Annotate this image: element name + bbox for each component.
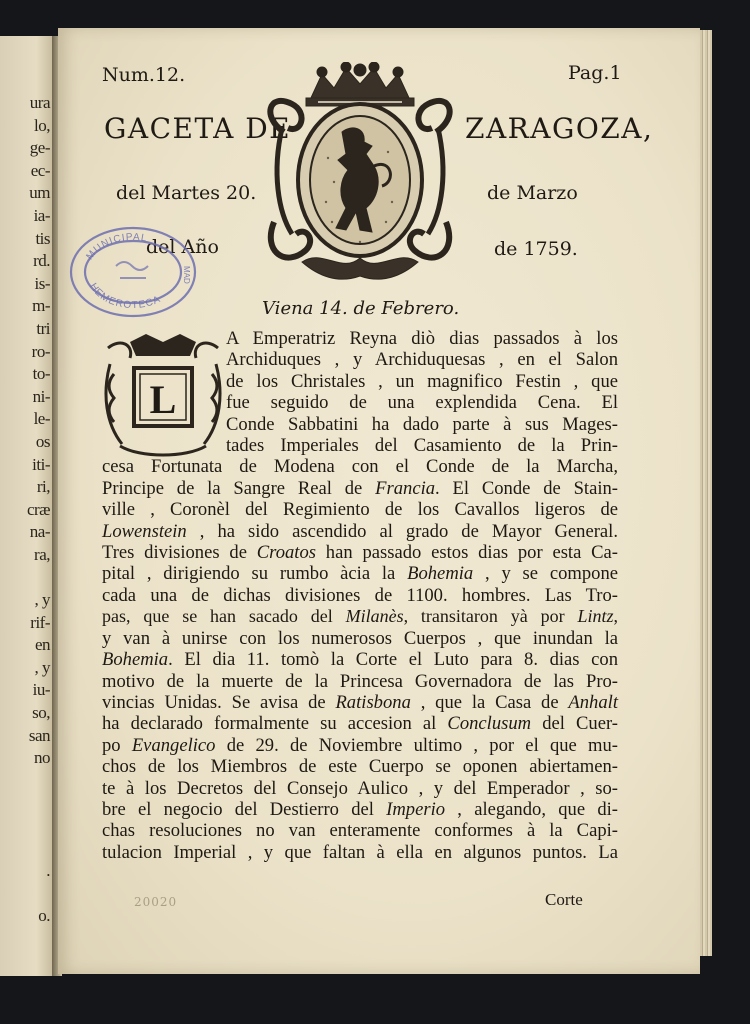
text-segment: , y se compone bbox=[473, 563, 618, 585]
article-line bbox=[102, 735, 618, 756]
italic-segment: Imperio bbox=[386, 798, 446, 820]
article-line bbox=[102, 671, 618, 692]
previous-page-fragment: ia- bbox=[33, 205, 50, 225]
italic-segment: Lowenstein bbox=[102, 520, 187, 542]
previous-page-fragment: no bbox=[34, 748, 50, 768]
previous-page-fragment: iu- bbox=[32, 680, 50, 700]
text-segment: cada una de dichas divisiones de 1100. hombres. Las Tro- bbox=[102, 584, 618, 606]
article-line bbox=[102, 542, 618, 563]
previous-page-fragment: san bbox=[28, 725, 50, 745]
year-line-left: del Año bbox=[146, 236, 219, 258]
text-segment: del Cuer- bbox=[531, 713, 618, 735]
text-segment: vincias Unidas. Se avisa de bbox=[102, 691, 336, 713]
previous-page-fragment: tri bbox=[36, 318, 50, 338]
italic-segment: Ratisbona bbox=[335, 691, 411, 713]
text-segment: ha declarado formalmente su accesion al bbox=[102, 713, 448, 735]
article-line bbox=[102, 799, 618, 820]
previous-page-text bbox=[0, 92, 50, 928]
text-segment: cesa Fortunata de Modena con el Conde de la Marcha, bbox=[102, 456, 618, 478]
previous-page-fragment bbox=[0, 838, 50, 861]
italic-segment: Francia bbox=[375, 477, 436, 499]
previous-page-fragment: ura bbox=[29, 93, 50, 112]
previous-page-fragment: um bbox=[29, 183, 50, 203]
article-line bbox=[102, 349, 618, 370]
article-line bbox=[102, 414, 618, 435]
text-segment: de los Christales , un magnifico Festin , que bbox=[226, 370, 618, 392]
article-line bbox=[102, 842, 618, 863]
text-segment: , bbox=[613, 606, 618, 627]
text-segment: tades Imperiales del Casamiento de la Prin- bbox=[226, 435, 618, 457]
text-segment: de 29. de Noviembre ultimo , por el que mu- bbox=[215, 734, 618, 756]
italic-segment: Evangelico bbox=[131, 734, 216, 756]
text-segment: fue seguido de una explendida Cena. El bbox=[226, 392, 618, 414]
svg-text:MUNICIPAL bbox=[84, 232, 148, 262]
previous-page-fragment: ra, bbox=[34, 544, 50, 564]
previous-page-fragment bbox=[0, 770, 50, 793]
article-line bbox=[102, 692, 618, 713]
initial-letter: L bbox=[149, 377, 177, 422]
stamp-top-text: MUNICIPAL bbox=[84, 231, 149, 263]
text-segment: motivo de la muerte de la Princesa Governadora de las Pro- bbox=[102, 670, 618, 692]
text-segment: tulacion Imperial , y que faltan à ella en algunos puntos. La bbox=[102, 841, 618, 863]
previous-page-fragment: ec- bbox=[30, 160, 50, 180]
article-line bbox=[102, 606, 618, 627]
faint-footer-text: 20020 bbox=[134, 895, 178, 909]
italic-segment: Conclusum bbox=[447, 713, 532, 735]
previous-page-fragment: to- bbox=[32, 364, 50, 384]
article-line bbox=[102, 585, 618, 606]
previous-page-fragment: ge- bbox=[29, 138, 50, 158]
article-line bbox=[102, 478, 618, 499]
title-left: GACETA DE bbox=[104, 112, 292, 145]
article-line bbox=[102, 328, 618, 349]
previous-page-fragment bbox=[0, 566, 50, 589]
article-line bbox=[102, 820, 618, 841]
previous-page-fragment: , y bbox=[34, 590, 50, 610]
previous-page-fragment: cræ bbox=[26, 499, 50, 519]
article-line bbox=[102, 756, 618, 777]
text-segment: pital , dirigiendo su rumbo àcia la bbox=[102, 563, 408, 585]
previous-page-fragment: m- bbox=[32, 296, 50, 316]
text-segment: , que la Casa de bbox=[410, 691, 569, 713]
previous-page-fragment: tis bbox=[35, 228, 50, 248]
text-segment: chos de los Miembros de este Cuerpo se oponen abiertamen- bbox=[102, 756, 618, 778]
article-line bbox=[102, 713, 618, 734]
previous-page-fragment bbox=[0, 815, 50, 838]
previous-page-fragment: so, bbox=[32, 703, 50, 723]
article-line bbox=[102, 499, 618, 520]
article-line bbox=[102, 456, 618, 477]
previous-page-fragment: os bbox=[35, 431, 50, 451]
previous-page-fragment: en bbox=[34, 635, 50, 655]
text-segment: chas resoluciones no van enteramente conformes à la Capi- bbox=[102, 820, 618, 842]
previous-page-fragment: o. bbox=[38, 906, 50, 926]
previous-page-fragment: iti- bbox=[32, 454, 50, 474]
previous-page-fragment: is- bbox=[34, 273, 50, 293]
issue-number: Num.12. bbox=[102, 64, 186, 86]
previous-page-fragment: . bbox=[46, 861, 50, 881]
previous-page-fragment bbox=[0, 883, 50, 906]
text-segment: . El Conde de Stain- bbox=[435, 477, 618, 499]
previous-page-fragment: rif- bbox=[30, 612, 50, 632]
title-right: ZARAGOZA, bbox=[465, 112, 654, 145]
text-segment: , ha sido ascendido al grado de Mayor General. bbox=[186, 520, 618, 542]
previous-page-fragment: ni- bbox=[32, 386, 50, 406]
article-line bbox=[102, 371, 618, 392]
previous-page-fragment: , y bbox=[34, 657, 50, 677]
previous-page-fragment bbox=[0, 792, 50, 815]
text-segment: han passado estos dias por esta Ca- bbox=[316, 542, 618, 564]
article-line bbox=[102, 521, 618, 542]
article-line bbox=[102, 649, 618, 670]
year-line-right: de 1759. bbox=[494, 238, 578, 260]
stamp-bottom-text: HEMEROTECA bbox=[87, 281, 163, 312]
text-segment: Principe de la Sangre Real de bbox=[102, 477, 376, 499]
article-body bbox=[102, 328, 618, 863]
italic-segment: Bohemia bbox=[102, 649, 169, 671]
day-line-right: de Marzo bbox=[487, 182, 578, 204]
text-segment: po bbox=[102, 734, 132, 756]
previous-page-fragment: lo, bbox=[34, 115, 50, 135]
text-segment: A Emperatriz Reyna diò dias passados à los bbox=[226, 328, 618, 349]
text-segment: , alegando, que di- bbox=[445, 798, 618, 820]
svg-text:HEMEROTECA bbox=[87, 281, 163, 311]
article-line bbox=[102, 778, 618, 799]
library-stamp bbox=[66, 222, 200, 322]
text-segment: Tres divisiones de bbox=[102, 542, 257, 564]
article-line bbox=[102, 435, 618, 456]
previous-page-fragment: rd. bbox=[33, 251, 50, 271]
previous-page bbox=[0, 36, 53, 976]
text-segment: , transitaron yà por bbox=[403, 606, 578, 627]
article-dateline: Viena 14. de Febrero. bbox=[262, 298, 460, 319]
italic-segment: Anhalt bbox=[568, 691, 618, 713]
article-line bbox=[102, 392, 618, 413]
article-line bbox=[102, 628, 618, 649]
text-segment: ville , Coronèl del Regimiento de los Cavallos ligeros de bbox=[102, 499, 618, 521]
italic-segment: Croatos bbox=[256, 542, 316, 564]
text-segment: te à los Decretos del Consejo Aulico , y del Emperador , so- bbox=[102, 777, 618, 799]
text-segment: y van à unirse con los numerosos Cuerpos , que inundan la bbox=[102, 627, 618, 649]
text-segment: Archiduques , y Archiduquesas , en el Salon bbox=[226, 349, 618, 371]
text-segment: . El dia 11. tomò la Corte el Luto para 8. dias con bbox=[168, 649, 618, 671]
previous-page-fragment: le- bbox=[33, 409, 50, 429]
previous-page-fragment: ri, bbox=[36, 477, 50, 497]
italic-segment: Milanès bbox=[345, 606, 404, 627]
italic-segment: Lintz bbox=[577, 606, 614, 627]
catchword: Corte bbox=[545, 890, 583, 909]
text-segment: bre el negocio del Destierro del bbox=[102, 798, 387, 820]
day-line-left: del Martes 20. bbox=[116, 182, 257, 204]
article-line bbox=[102, 563, 618, 584]
text-segment: pas, que se han sacado del bbox=[102, 606, 346, 627]
page-number: Pag.1 bbox=[568, 62, 622, 84]
stamp-side-text: MAD bbox=[182, 266, 191, 284]
italic-segment: Bohemia bbox=[407, 563, 474, 585]
text-segment: Conde Sabbatini ha dado parte à sus Mages- bbox=[226, 413, 618, 435]
previous-page-fragment: ro- bbox=[31, 341, 50, 361]
coat-of-arms-icon bbox=[262, 62, 458, 284]
previous-page-fragment: na- bbox=[29, 522, 50, 542]
